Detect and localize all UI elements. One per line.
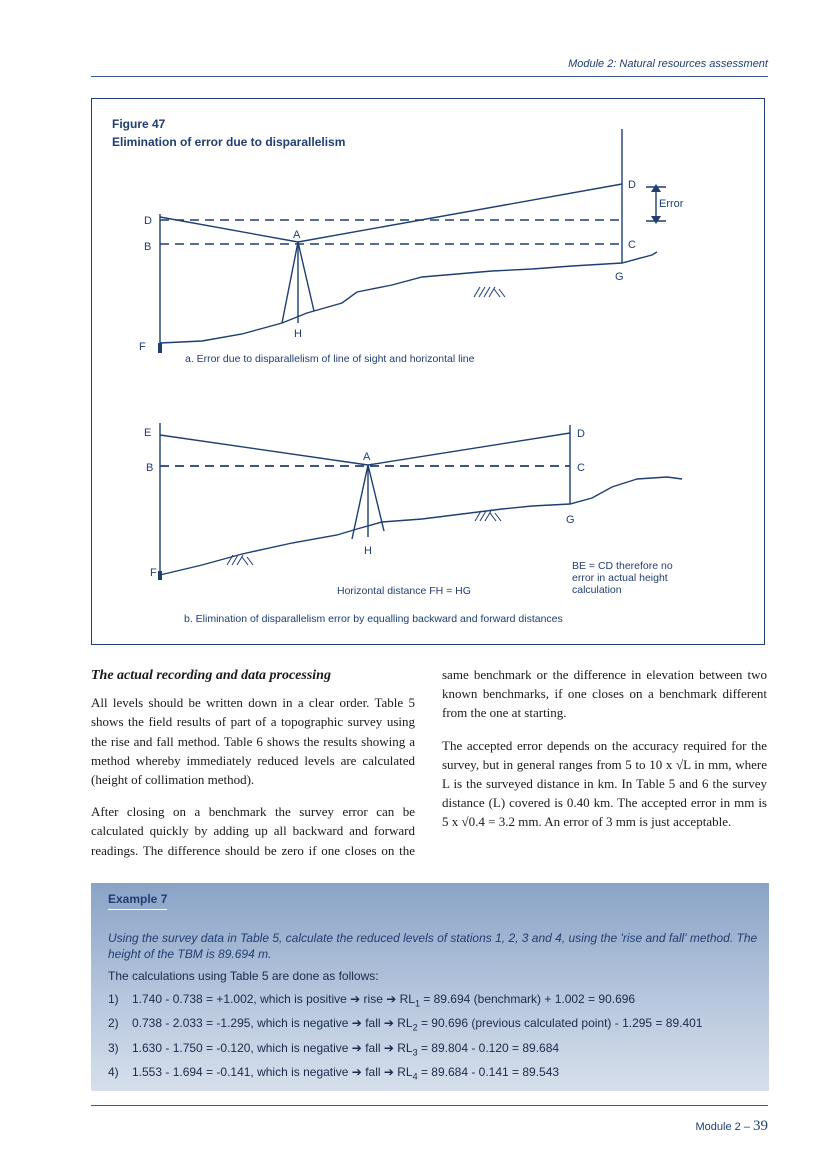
grass-hatch-a [474,287,505,297]
calculation-item [108,1040,758,1060]
item-text: 1.740 - 0.738 = +1.002, which is positive ➔ rise ➔ $RL_1 = 89.694$ (benchmark) + 1.002 = 90.696 [132,992,636,1009]
horizontal-distance-label: Horizontal distance FH = HG [337,585,471,597]
note-line-2: error in actual height [572,572,668,584]
left-column [91,666,415,872]
staff-base-b [158,571,162,580]
running-header: Module 2: Natural resources assessment [568,58,768,70]
footer-rule [91,1105,768,1106]
calculation-list [108,991,758,1089]
item-number: 1) [108,992,119,1006]
example-7-box [91,883,769,1091]
sight-line-back-b [160,435,368,465]
header-rule [91,76,768,77]
caption-b: b. Elimination of disparallelism error by equalling backward and forward distances [184,613,563,625]
label-d-right-a: D [628,179,636,191]
tripod-leg-2-b [368,465,384,531]
figure-number: Figure 47 [112,117,166,131]
note-line-3: calculation [572,584,622,596]
section-subheading: The actual recording and data processing [91,668,331,683]
sight-line-back-a [160,217,298,242]
page-number: 39 [753,1118,768,1134]
example-intro: Using the survey data in Table 5, calculate the reduced levels of stations 1, 2, 3 and 4, using the 'rise and fall' method. The height of the TBM is 89.694 m. [108,931,758,961]
item-number: 4) [108,1065,119,1080]
label-b-b: B [146,462,154,474]
label-c-b: C [577,462,585,474]
page-footer [696,1118,768,1135]
label-e-b: E [144,427,152,439]
tripod-leg-2-a [298,242,314,311]
ground-line-a [160,252,657,343]
item-text: 1.553 - 1.694 = -0.141, which is negative ➔ fall ➔ $RL_4 = 89.684 - 0.141 = 89.543$ [132,1065,560,1082]
label-g-a: G [615,271,624,283]
right-column [442,665,767,845]
item-text: 0.738 - 2.033 = -1.295, which is negative ➔ fall ➔ $RL_2 = 90.696$ (previous calculated point) - 1.295 = 89.401 [132,1016,703,1033]
figure-47 [91,98,765,645]
calculation-item [108,1064,758,1084]
label-d-left-a: D [144,215,152,227]
label-h-a: H [294,328,302,340]
error-arrow-up [651,184,661,192]
item-number: 3) [108,1040,119,1055]
figure-title: Elimination of error due to disparallelism [112,135,346,149]
label-a-b: A [363,451,371,463]
example-title: Example 7 [108,892,167,910]
item-number: 2) [108,1016,119,1031]
paragraph-2: After closing on a benchmark the survey error can be calculated quickly by adding up all backward and forward readings. The difference should be zero if one closes on the [91,804,415,858]
caption-a: a. Error due to disparallelism of line of sight and horizontal line [185,353,475,365]
error-arrow-down [651,216,661,224]
label-b-a: B [144,241,152,253]
item-text: 1.630 - 1.750 = -0.120, which is negative ➔ fall ➔ $RL_3 = 89.804 - 0.120 = 89.684$ [132,1040,560,1058]
disparallelism-diagrams [92,99,766,646]
calculations-intro: The calculations using Table 5 are done as follows: [108,969,379,983]
footer-module: Module 2 – [695,1121,753,1133]
paragraph-2-continued: same benchmark or the difference in elevation between two known benchmarks, if one closes on a benchmark different from the one at starting. [442,667,767,721]
calculation-item [108,1015,758,1035]
label-c-a: C [628,239,636,251]
label-d-b: D [577,428,585,440]
label-error: Error [659,198,684,210]
label-a-a: A [293,229,301,241]
paragraph-1: All levels should be written down in a clear order. Table 5 shows the field results of part of a topographic survey using the rise and fall method. Table 6 shows the results showing a method whereby immediately reduced levels are calculated (height of collimation method). [91,695,415,788]
note-line-1: BE = CD therefore no [572,560,673,572]
tripod-leg-1-a [282,242,298,323]
sight-line-fore-b [368,433,570,465]
label-f-a: F [139,341,146,353]
paragraph-3: The accepted error depends on the accuracy required for the survey, but in general ranges from 5 to 10 x √L in mm, where L is the surveyed distance in km. In Table 5 and 6 the survey distance (L) covered is 0.40 km. The accepted error in mm is 5 x √0.4 = 3.2 mm. An error of 3 mm is just acceptable. [442,737,767,830]
sight-line-fore-a [298,184,622,242]
label-f-b: F [150,567,157,579]
label-h-b: H [364,545,372,557]
label-g-b: G [566,514,575,526]
staff-base-a [158,343,162,353]
calculation-item [108,991,758,1011]
